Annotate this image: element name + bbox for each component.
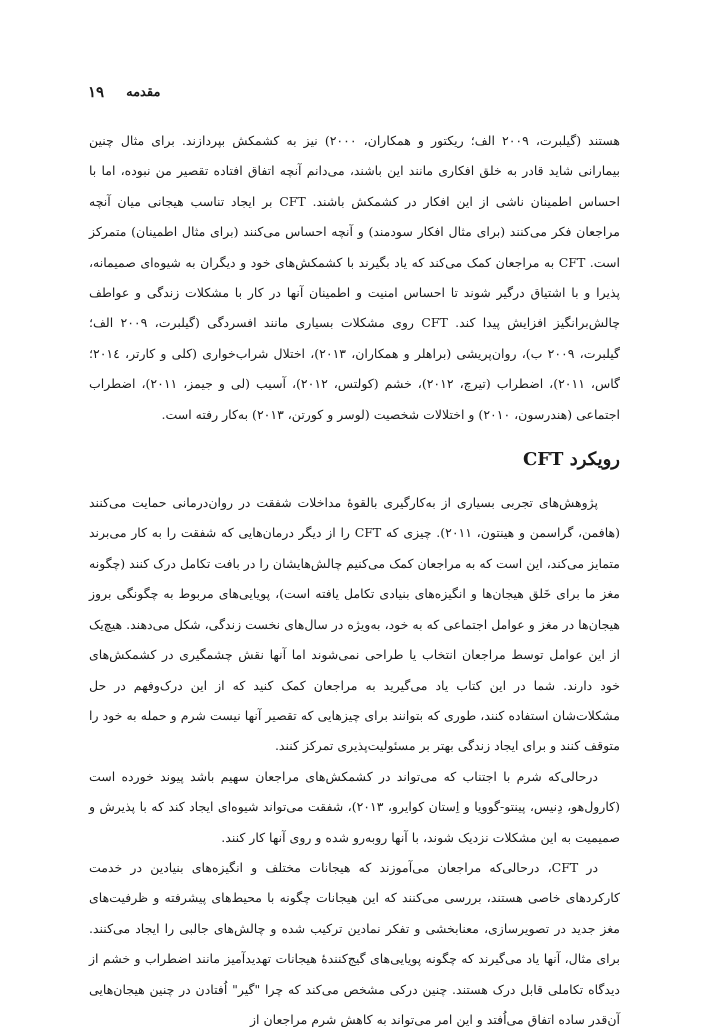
body-paragraph-3: در CFT، درحالی‌که مراجعان می‌آموزند که هیجانات مختلف و انگیزه‌های بنیادین در خدمت کارکردهای خاصی هستند، بررسی می‌کنند که این هیجانات چگونه با محیط‌های پیشرفته و ظرفیت‌های مغز جدید در تصویرسازی، معنابخشی و تفکر نمادین ترکیب شده و چالش‌های جالبی را ایجاد می‌کنند. برای مثال، آنها یاد می‌گیرند که چگونه پویایی‌های گیج‌کنندهٔ هیجانات تهدیدآمیز مانند اضطراب و خشم از دیدگاه تکاملی قابل درک هستند. چنین درکی مشخص می‌کند که چرا "گیر" اُفتادن در چنین هیجان‌هایی آن‌قدر ساده اتفاق می‌اُفتد و این امر می‌تواند به کاهش شرم مراجعان از (89, 859, 620, 1027)
intro-paragraph: هستند (گیلبرت، ۲۰۰۹ الف؛ ریکتور و همکاران، ۲۰۰۰) نیز به کشمکش بپردازند. برای مثال چنین بیمارانی شاید قادر به خلق افکاری مانند این باشند، می‌دانم آنچه اتفاق افتاده تقصیر من نبوده، اما با احساس اطمینان ناشی از این افکار در کشمکش باشند. CFT بر ایجاد تناسب هیجانی میان آنچه مراجعان فکر می‌کنند (برای مثال افکار سودمند) و آنچه احساس می‌کنند (برای مثال اطمینان) متمرکز است. CFT به مراجعان کمک می‌کند که یاد بگیرند با کشمکش‌های خود و دیگران به شیوه‌ای صمیمانه، پذیرا و با اشتیاق درگیر شوند تا احساس امنیت و اطمینان آنها در کار با مشکلات زندگی و عواطف چالش‌برانگیز افزایش پیدا کند. CFT روی مشکلات بسیاری مانند افسردگی (گیلبرت، ۲۰۰۹ الف؛ گیلبرت، ۲۰۰۹ ب)، روان‌پریشی (براهلر و همکاران، ۲۰۱۳)، اختلال شراب‌خواری (کلی و کارتر، ۲۰۱٤؛ گاس، ۲۰۱۱)، اضطراب (تیرچ، ۲۰۱۲)، خشم (کولتس، ۲۰۱۲)، آسیب (لی و جیمز، ۲۰۱۱)، اضطراب اجتماعی (هندرسون، ۲۰۱۰) و اختلالات شخصیت (لوسر و کورتن، ۲۰۱۳) به‌کار رفته است. (89, 133, 621, 422)
body-paragraph-2: درحالی‌که شرم با اجتناب که می‌تواند در کشمکش‌های مراجعان سهیم باشد پیوند خورده است (کارول‌هو، دِنیس، پینتو-گوویا و اِستان کوایرو، ۲۰۱۳)، شفقت می‌تواند شیوه‌ای ایجاد کند که با پذیرش و صمیمیت به این مشکلات نزدیک شوند، با آنها روبه‌رو شده و روی آنها کار کنند. (89, 768, 620, 845)
body-paragraph-1: پژوهش‌های تجربی بسیاری از به‌کارگیری بالقوهٔ مداخلات شفقت در روان‌درمانی حمایت می‌کنند (هافمن، گراسمن و هینتون، ۲۰۱۱). چیزی که CFT را از دیگر درمان‌هایی که شفقت را به کار می‌برند متمایز می‌کند، این است که به مراجعان کمک می‌کنیم چالش‌هایشان را در بافت تکامل درک کنند (چگونه مغز ما برای خَلق هیجان‌ها و انگیزه‌های بنیادی تکامل یافته است)، پویایی‌های مربوط به چگونگی بروز هیجان‌ها در مغز و عوامل اجتماعی که به خود، به‌ویژه در سال‌های نخست زندگی، شکل می‌دهند. هیچ‌یک از این عوامل توسط مراجعان انتخاب یا طراحی نمی‌شوند اما آنها نقش چشمگیری در کشمکش‌های خود دارند. شما در این کتاب یاد می‌گیرید به مراجعان کمک کنید که از این درک‌وفهم در حل مشکلات‌شان استفاده کنند، طوری که بتوانند برای چیزهایی که تقصیر آنها نیست شرم و حمله به خود را متوقف کنند و برای ایجاد زندگی بهتر بر مسئولیت‌پذیری تمرکز کنند. (89, 495, 621, 754)
page-body (89, 126, 620, 1035)
chapter-title: مقدمه (126, 84, 161, 100)
section-heading: رویکرد CFT (522, 449, 620, 471)
page-number: ۱۹ (88, 83, 105, 101)
running-head (88, 80, 622, 104)
